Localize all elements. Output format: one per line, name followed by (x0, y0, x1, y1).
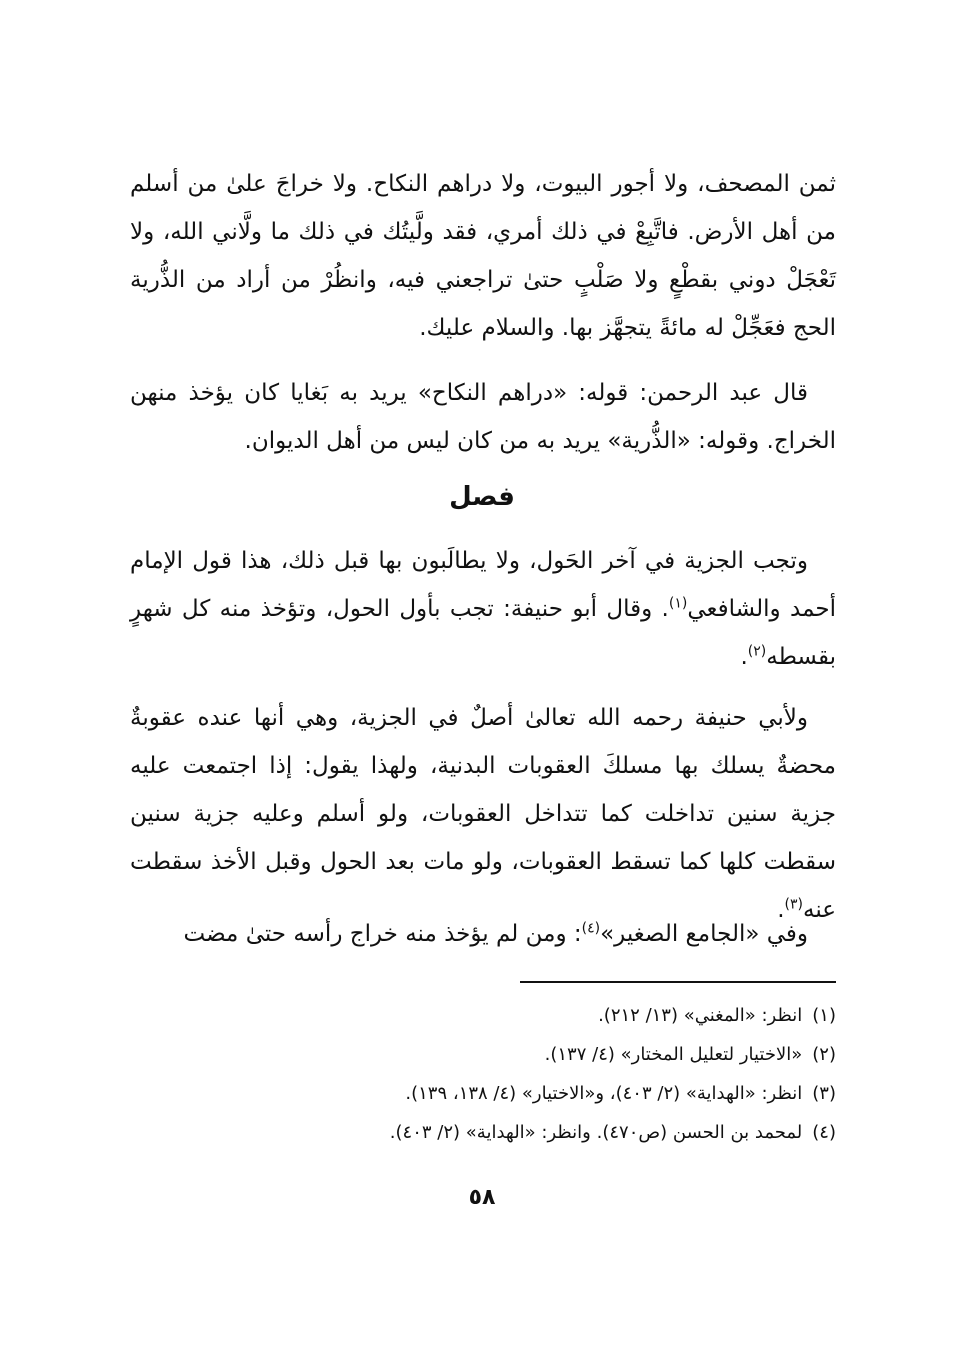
footnote-1 (200, 996, 836, 1035)
section-heading: فصل (449, 482, 515, 512)
paragraph-1-text: ثمن المصحف، ولا أجور البيوت، ولا دراهم النكاح. ولا خراجَ علىٰ من أسلم من أهل الأرض. فاتَّبِعْ في ذلك أمري، فقد ولَّيتُك في ذلك ما ولَّاني الله، ولا تَعْجَلْ دوني بقطْعٍ ولا صَلْبٍ حتىٰ تراجعني فيه، وانظُرْ من أراد من الذُّرية الحج فعَجِّلْ له مائةً يتجهَّز بها. والسلام عليك. (130, 171, 836, 341)
paragraph-3 (130, 537, 836, 681)
paragraph-3-block (130, 537, 836, 681)
footnote-4 (200, 1113, 836, 1152)
paragraph-4 (130, 694, 836, 937)
paragraph-3-text-b: . وقال أبو حنيفة: تجب بأول الحول، وتؤخذ منه كل شهرٍ بقسطه (130, 596, 836, 670)
paragraph-4-block (130, 694, 836, 937)
footnote-ref-2[interactable]: (٢) (747, 643, 767, 660)
footnote-2-text: «الاختيار لتعليل المختار» (٤/ ١٣٧). (544, 1044, 803, 1065)
paragraph-5-text-a: وفي «الجامع الصغير» (600, 921, 808, 947)
footnote-4-text: لمحمد بن الحسن (ص٤٧٠). وانظر: «الهداية» (٢/ ٤٠٣). (389, 1122, 803, 1143)
paragraph-1 (130, 160, 836, 352)
footnotes (200, 996, 836, 1152)
footnote-1-number: (١) (812, 1005, 836, 1026)
paragraph-2-text: قال عبد الرحمن: قوله: «دراهم النكاح» يريد به بَغايا كان يؤخذ منهن الخراج. وقوله: «الذُّرية» يريد به من كان ليس من أهل الديوان. (130, 380, 836, 454)
footnote-2-number: (٢) (812, 1044, 836, 1065)
paragraph-2 (130, 369, 836, 465)
footnote-1-text: انظر: «المغني» (١٣/ ٢١٢). (598, 1005, 803, 1026)
paragraph-1-block (130, 160, 836, 352)
footnote-separator (520, 981, 836, 983)
paragraph-2-block (130, 369, 836, 465)
paragraph-5-text-b: : ومن لم يؤخذ منه خراج رأسه حتىٰ مضت (183, 921, 582, 947)
footnote-3 (200, 1074, 836, 1113)
paragraph-3-text-c: . (740, 644, 748, 670)
footnote-ref-1[interactable]: (١) (668, 595, 688, 612)
paragraph-5 (130, 910, 836, 958)
paragraph-3-text-a: وتجب الجزية في آخر الحَول، ولا يطالَبون بها قبل ذلك، هذا قول الإمام أحمد والشافعي (130, 548, 836, 622)
footnote-ref-3[interactable]: (٣) (784, 896, 803, 913)
footnote-3-number: (٣) (812, 1083, 836, 1104)
footnote-ref-4[interactable]: (٤) (581, 920, 601, 937)
paragraph-4-text-a: ولأبي حنيفة رحمه الله تعالىٰ أصلٌ في الجزية، وهي أنها عنده عقوبةٌ محضةٌ يسلك بها مسلكَ العقوبات البدنية، ولهذا يقول: إذا اجتمعت عليه جزية سنين تداخلت كما تتداخل العقوبات، ولو أسلم وعليه جزية سنين سقطت كلها كما تسقط العقوبات، ولو مات بعد الحول وقبل الأخذ سقطت عنه (130, 705, 836, 923)
footnote-2 (200, 1035, 836, 1074)
footnote-3-text: انظر: «الهداية» (٢/ ٤٠٣)، و«الاختيار» (٤/ ١٣٨، ١٣٩). (405, 1083, 803, 1104)
footnote-4-number: (٤) (812, 1122, 836, 1143)
page-number: ٥٨ (468, 1185, 496, 1210)
paragraph-5-block (130, 910, 836, 958)
paragraph-4-text-b: . (777, 897, 785, 923)
